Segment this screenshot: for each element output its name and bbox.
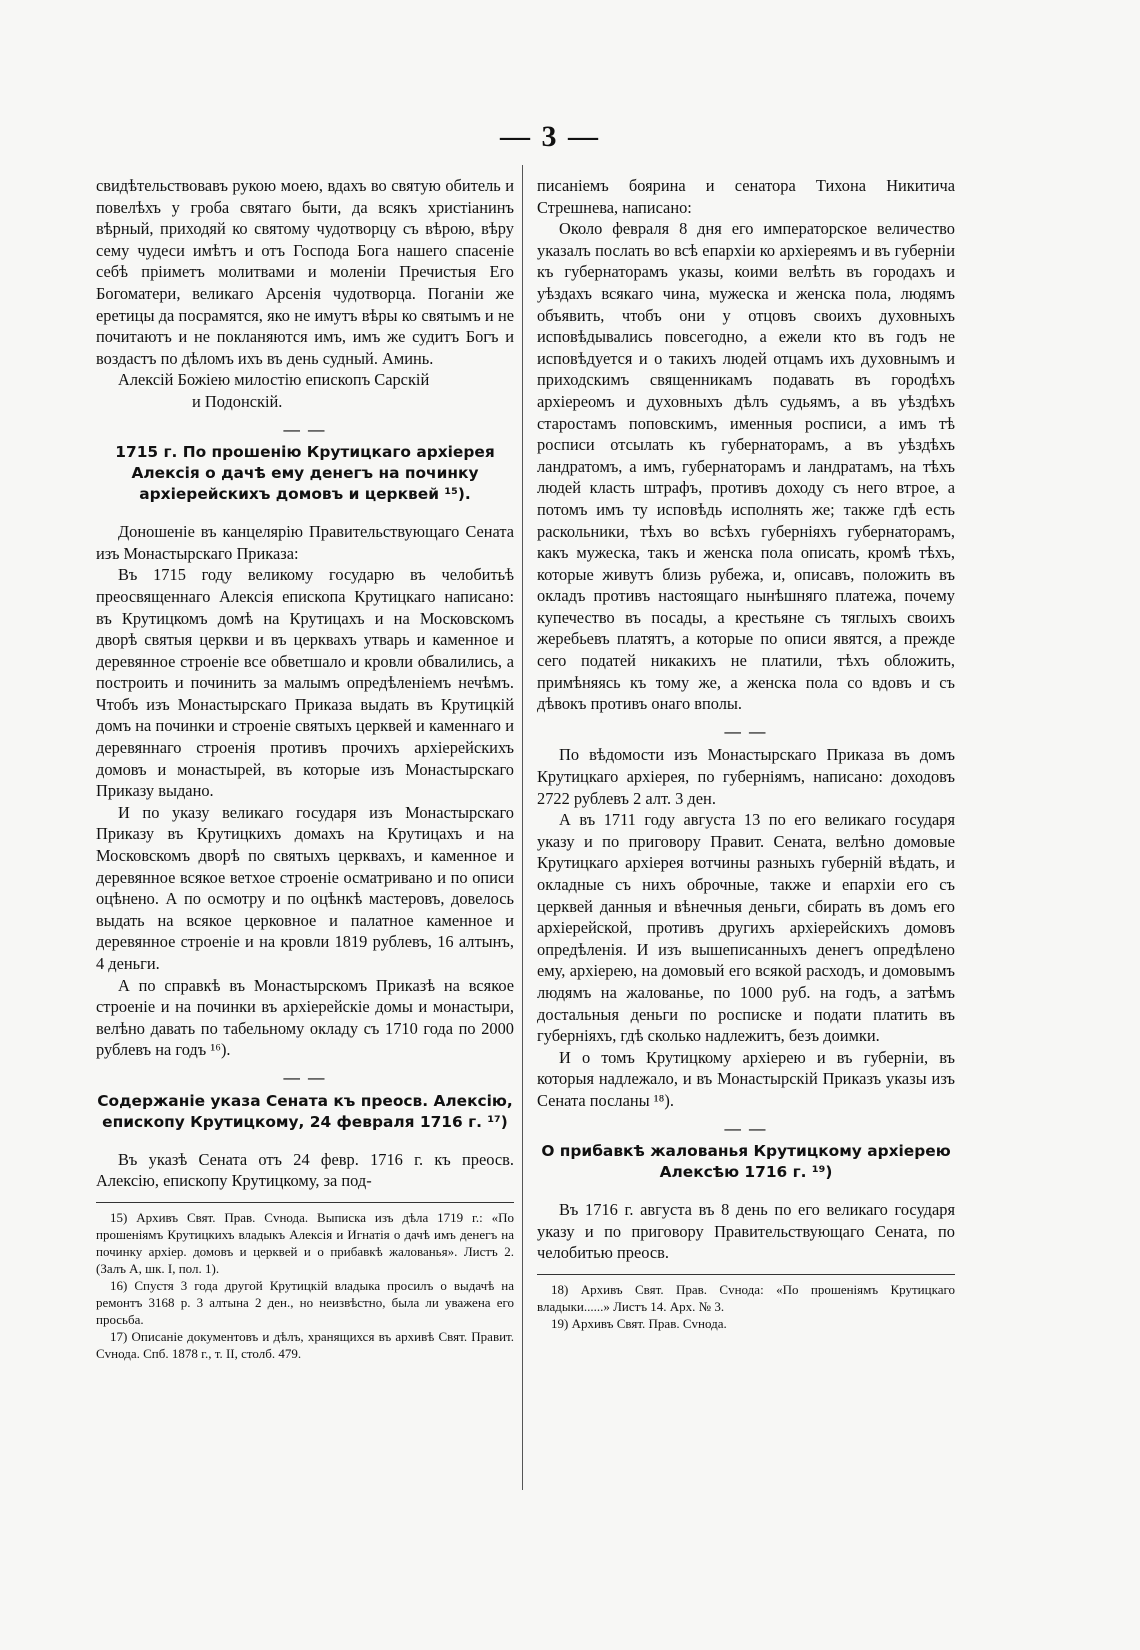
paragraph: Въ 1716 г. августа въ 8 день по его великаго государя указу и по приговору Правительствующаго Сената, по челобитью преосв. — [537, 1200, 955, 1263]
footnotes — [96, 1202, 514, 1362]
section-divider: — — — [283, 419, 327, 439]
signature-line-2: и Подонскій. — [192, 391, 283, 411]
paragraph: По вѣдомости изъ Монастырскаго Приказа въ домъ Крутицкаго архіерея, по губерніямъ, написано: доходовъ 2722 рублевъ 2 алт. 3 ден. — [537, 745, 955, 808]
footnote: 16) Спустя 3 года другой Крутицкій владыка просилъ о выдачѣ на ремонтъ 3168 р. 3 алтына 2 ден., но неизвѣстно, была ли уважена его просьба. — [96, 1277, 514, 1327]
intro-paragraph: свидѣтельствовавъ рукою моею, вдахъ во святую обитель и повелѣхъ у гроба святаго быти, да всякъ христіанинъ вѣрный, приходяй ко святому чудотворцу съ вѣрою, вѣру сему чудеси имѣтъ и отъ Господа Бога нашего спасеніе себѣ пріиметъ молитвами и моленіи Пречистыя Его Богоматери, великаго Арсенія чудотворца. Поганіи же еретицы да посрамятся, яко не имутъ вѣры ко святымъ и не почитаютъ и не покланяются имъ, имъ же судитъ Богъ и воздастъ по дѣломъ ихъ въ день судный. Аминь. — [96, 176, 514, 368]
footnote: 19) Архивъ Свят. Прав. Сvнода. — [551, 1315, 727, 1331]
footnote: 17) Описаніе документовъ и дѣлъ, хранящихся въ архивѣ Свят. Правит. Сvнода. Спб. 1878 г., т. II, столб. 479. — [96, 1328, 514, 1361]
page-number: — 3 — — [500, 120, 600, 153]
right-column — [537, 175, 955, 1332]
paragraph: И о томъ Крутицкому архіерею и въ губерніи, въ которыя надлежало, и въ Монастырскій Приказъ указы изъ Сената посланы ¹⁸). — [537, 1047, 955, 1110]
paragraph: Въ указѣ Сената отъ 24 февр. 1716 г. къ преосв. Алексію, епископу Крутицкому, за под- — [96, 1149, 514, 1191]
section-divider: — — — [724, 721, 768, 741]
paragraph: А по справкѣ въ Монастырскомъ Приказѣ на всякое строеніе и на починки въ архіерейскіе домы и монастыри, велѣно давать по табельному окладу съ 1710 года по 2000 рублевъ на годъ ¹⁶). — [96, 975, 514, 1060]
paragraph: Около февраля 8 дня его императорское величество указалъ послать во всѣ епархіи ко архіереямъ и въ губерніи къ губернаторамъ указы, коими велѣть въ городахъ и уѣздахъ всякаго чина, мужеска и женска пола, людямъ объявить, чтобъ они у отцовъ своихъ духовныхъ исповѣдывались повсегодно, а ежели кто въ годъ не исповѣдуется и о такихъ людей отцамъ ихъ духовнымъ и приходскимъ священникамъ подавать въ городѣхъ архіереомъ и духовныхъ дѣлъ судьямъ, а въ уѣздѣхъ старостамъ поповскимъ, именныя росписи, а имъ тѣ росписи отсылать къ губернаторамъ, а въ уѣздѣхъ ландратомъ, а имъ, губернаторамъ и ландратамъ, на тѣхъ людей класть штрафъ, противъ доходу съ него втрое, а потомъ имъ ту исповѣдь исполнять же; также гдѣ есть раскольники, тѣхъ во всѣхъ губерніяхъ губернаторамъ, какъ мужеска, такъ и женска пола описать, кромѣ тѣхъ, которые живутъ близь рубежа, и, описавъ, положить въ окладъ противъ настоящаго нынѣшняго платежа, почему купечество въ посады, а крестьяне съ тяглыхъ своихъ жеребьевъ платятъ, а которые по описи явятся, а прежде сего податей никакихъ не платили, тѣхъ обложить, примѣняясь къ тому же, а женска пола со вдовъ и съ дѣвокъ противъ онаго вполы. — [537, 219, 955, 714]
section-divider: — — — [283, 1067, 327, 1087]
section-heading: Содержаніе указа Сената къ преосв. Алексію, епископу Крутицкому, 24 февраля 1716 г. ¹⁷) — [97, 1091, 513, 1131]
paragraph: Въ 1715 году великому государю въ челобитьѣ преосвященнаго Алексія епископа Крутицкаго написано: въ Крутицкомъ домѣ на Крутицахъ и на Московскомъ дворѣ святыя церкви и въ церквахъ утварь и каменное и деревянное строеніе все обветшало и кровли обвалились, а построить и починить за малымъ опредѣленіемъ нечѣмъ. Чтобъ изъ Монастырскаго Приказа выдать въ Крутицкій домъ на починки и строеніе святыхъ церквей и каменнаго и деревяннаго строенія противъ прочихъ архіерейскихъ домовъ и монастырей, въ которые изъ Монастырскаго Приказу выдано. — [96, 565, 514, 801]
paragraph: И по указу великаго государя изъ Монастырскаго Приказу въ Крутицкихъ домахъ на Крутицахъ и на Московскомъ дворѣ по святыхъ церквахъ, и каменное и деревянное всякое ветхое строеніе осматривано и по описи оцѣнено. А по осмотру и по оцѣнкѣ мастеровъ, довелось выдать на всякое церковное и палатное каменное и деревянное строеніе и на кровли 1819 рублевъ, 16 алтынъ, 4 деньги. — [96, 802, 514, 973]
paragraph: А въ 1711 году августа 13 по его великаго государя указу и по приговору Правит. Сената, велѣно домовые Крутицкаго архіерея вотчины разныхъ губерній вѣдать, и окладные съ нихъ оброчные, также и епархіи его съ церквей данныя и вѣнечныя деньги, сбирать въ домъ его архіерейской, противъ другихъ архіерейскихъ домовъ опредѣленія. И изъ вышеписанныхъ денегъ опредѣлено ему, архіерею, на домовый его всякой расходъ, и домовымъ людямъ на жалованье, по 1000 руб. на годъ, а затѣмъ достальныя деньги по росписке и подати платить въ губерніяхъ, гдѣ сколько надлежитъ, безъ доимки. — [537, 810, 955, 1046]
continued-paragraph: писаніемъ боярина и сенатора Тихона Никитича Стрешнева, написано: — [537, 176, 955, 217]
section-divider: — — — [724, 1118, 768, 1138]
footnote: 18) Архивъ Свят. Прав. Сvнода: «По прошеніямъ Крутицкаго владыки......» Листъ 14. Арх. № 3. — [537, 1281, 955, 1314]
section-heading: 1715 г. По прошенію Крутицкаго архіерея Алексія о дачѣ ему денегъ на починку архіерейскихъ домовъ и церквей ¹⁵). — [115, 443, 495, 504]
paragraph: Доношеніе въ канцелярію Правительствующаго Сената изъ Монастырскаго Приказа: — [96, 522, 514, 563]
column-divider — [522, 165, 523, 1490]
footnotes — [537, 1274, 955, 1332]
section-heading: О прибавкѣ жалованья Крутицкому архіерею Алексѣю 1716 г. ¹⁹) — [541, 1142, 951, 1182]
left-column — [96, 175, 514, 1362]
footnote: 15) Архивъ Свят. Прав. Сvнода. Выписка изъ дѣла 1719 г.: «По прошеніямъ Крутицкихъ владыкъ Алексія и Игнатія о дачѣ имъ денегъ на починку архіер. домовъ и церквей и о прибавкѣ жалованья». Листъ 2. (Залъ А, шк. I, пол. 1). — [96, 1209, 514, 1276]
signature-line: Алексій Божіею милостію епископъ Сарскій — [118, 370, 430, 390]
